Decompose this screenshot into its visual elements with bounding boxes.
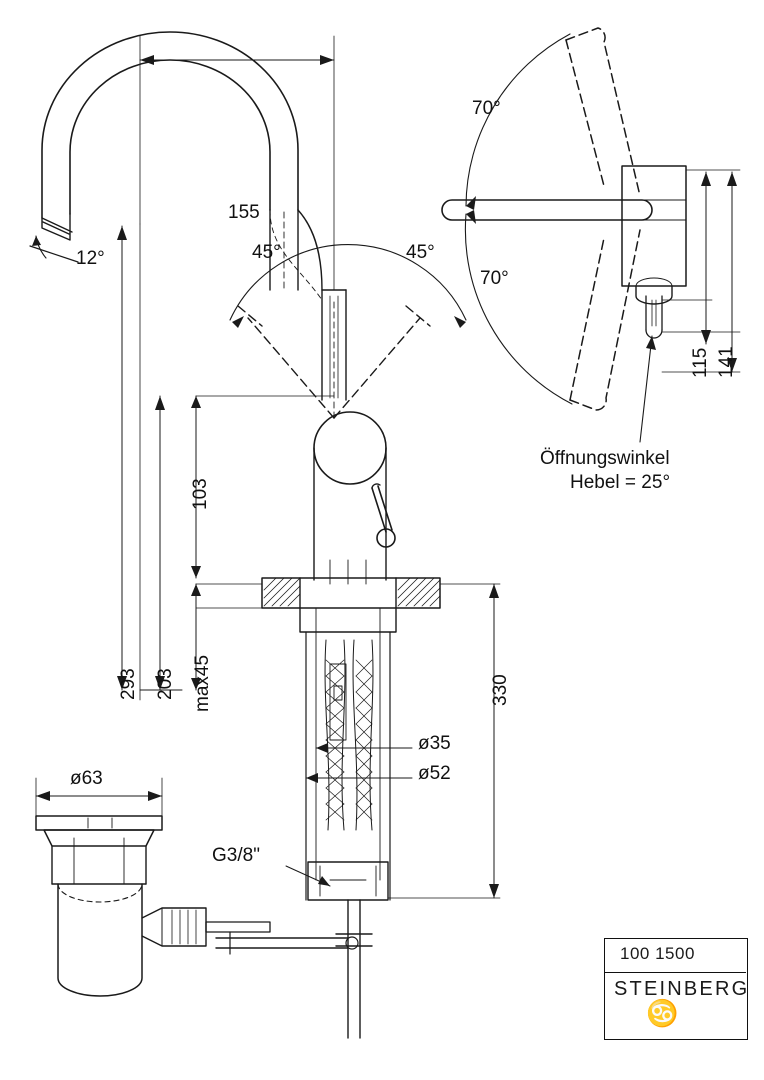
dim-label-45-left: 45°	[252, 242, 281, 263]
dim-label-dia63: ø63	[70, 768, 103, 789]
dim-label-203: 203	[155, 668, 176, 700]
dim-label-12deg: 12°	[76, 248, 105, 269]
dim-label-103: 103	[190, 478, 211, 510]
note-opening-angle-line1: Öffnungswinkel	[540, 448, 670, 469]
note-opening-angle-line2: Hebel = 25°	[570, 472, 671, 493]
dim-label-155: 155	[228, 202, 260, 223]
dim-label-141: 141	[716, 346, 737, 378]
dim-label-115: 115	[690, 347, 711, 378]
dim-label-thread: G3/8"	[212, 845, 260, 866]
dim-label-70-bottom: 70°	[480, 268, 509, 289]
dim-label-330: 330	[490, 674, 511, 706]
title-block-divider	[604, 972, 746, 973]
dim-label-45-right: 45°	[406, 242, 435, 263]
steinberg-logo-icon: ♋	[646, 998, 679, 1028]
dim-label-70-top: 70°	[472, 98, 501, 119]
product-code: 100 1500	[620, 944, 695, 963]
dim-label-dia52: ø52	[418, 763, 451, 784]
dim-label-max45: max45	[192, 654, 213, 712]
brand-name: STEINBERG	[614, 978, 750, 1000]
dim-label-293: 293	[118, 668, 139, 700]
dim-label-dia35: ø35	[418, 733, 451, 754]
